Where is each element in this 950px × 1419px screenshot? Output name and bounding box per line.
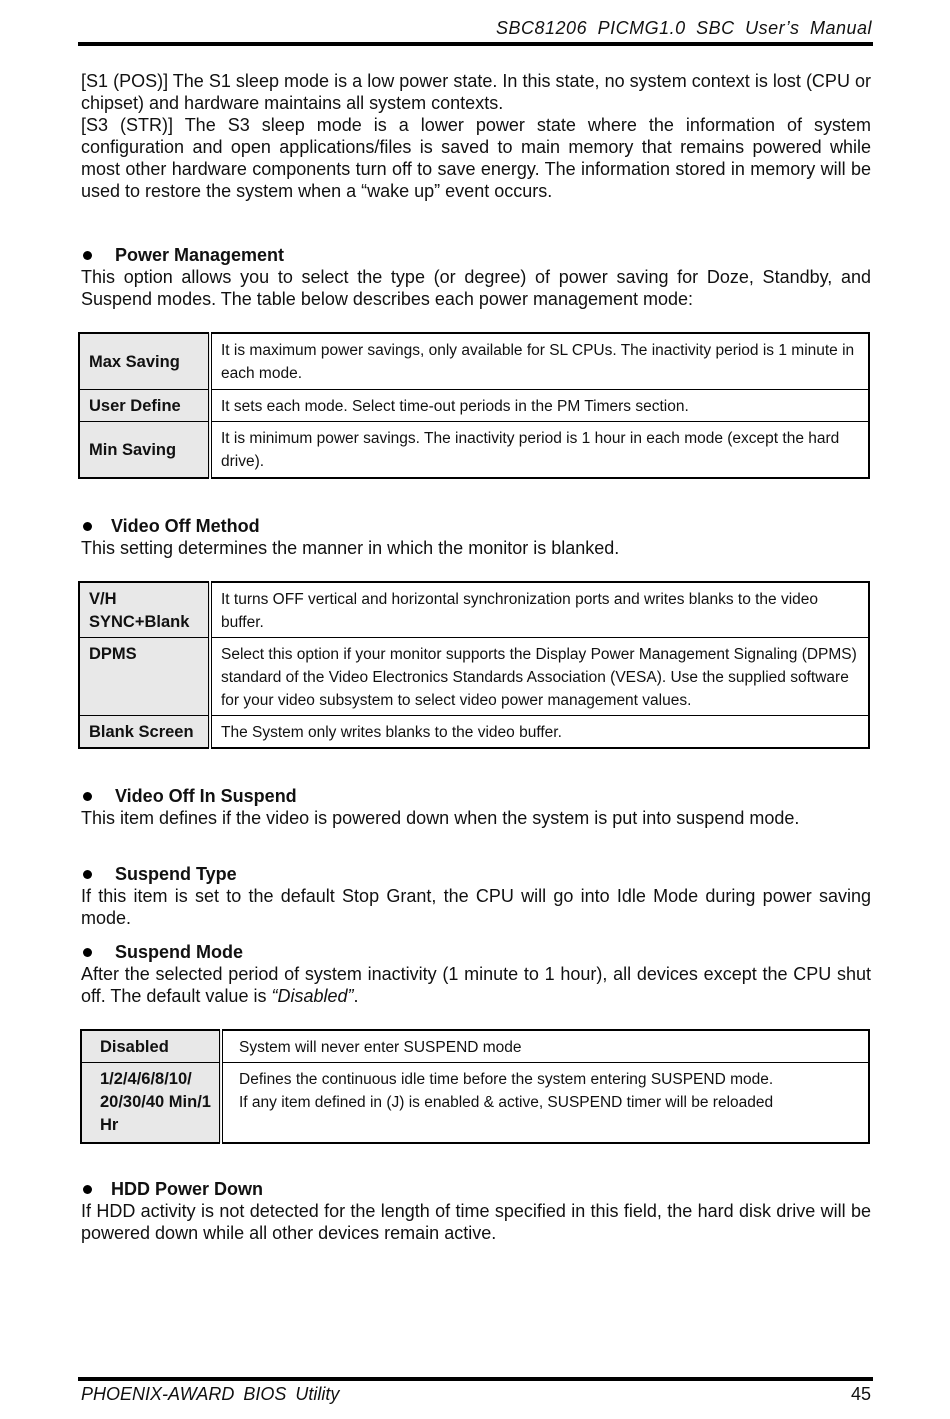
table-row <box>79 333 869 390</box>
power-management-text: This option allows you to select the type (or degree) of power saving for Doze, Standby, and Suspend modes. The table below describes each power management mode: <box>81 267 871 309</box>
table-key: V/H SYNC+Blank <box>79 582 210 638</box>
table-row <box>79 422 869 479</box>
bullet-icon <box>83 251 92 260</box>
table-key: 1/2/4/6/8/10/ 20/30/40 Min/1 Hr <box>81 1063 221 1144</box>
table-key: Blank Screen <box>79 716 210 749</box>
suspend-type-text: If this item is set to the default Stop Grant, the CPU will go into Idle Mode during power saving mode. <box>81 886 871 928</box>
s3-paragraph: [S3 (STR)] The S3 sleep mode is a lower power state where the information of system configuration and open applications/files is saved to main memory that remains powered while most other hardware components turn off to save energy. The information stored in memory will be used to restore the system when a “wake up” event occurs. <box>81 115 871 201</box>
running-header: SBC81206 PICMG1.0 SBC User’s Manual <box>496 18 872 38</box>
table-value: Select this option if your monitor supports the Display Power Management Signaling (DPMS) standard of the Video Electronics Standards Association (VESA). Use the supplied software for your video subsystem to select video power management values. <box>210 638 869 716</box>
running-footer: PHOENIX-AWARD BIOS Utility <box>81 1384 340 1404</box>
table-key: DPMS <box>79 638 210 716</box>
table-value: Defines the continuous idle time before the system entering SUSPEND mode. If any item defined in (J) is enabled & active, SUSPEND timer will be reloaded <box>221 1063 869 1144</box>
video-off-method-heading: Video Off Method <box>81 515 871 537</box>
table-row <box>79 390 869 422</box>
page-number: 45 <box>850 1384 871 1404</box>
table-value: It sets each mode. Select time-out periods in the PM Timers section. <box>210 390 869 422</box>
table-key: Min Saving <box>79 422 210 479</box>
table-row <box>79 638 869 716</box>
bullet-icon <box>83 522 92 531</box>
bullet-icon <box>83 1185 92 1194</box>
hdd-power-down-heading: HDD Power Down <box>81 1178 871 1200</box>
footer-rule <box>78 1377 873 1381</box>
video-off-method-table <box>78 581 870 749</box>
default-value: “Disabled” <box>271 986 354 1006</box>
table-value: It turns OFF vertical and horizontal synchronization ports and writes blanks to the video buffer. <box>210 582 869 638</box>
power-management-heading: Power Management <box>81 244 871 266</box>
header-rule <box>78 42 873 46</box>
table-value: It is maximum power savings, only available for SL CPUs. The inactivity period is 1 minute in each mode. <box>210 333 869 390</box>
hdd-power-down-text: If HDD activity is not detected for the length of time specified in this field, the hard disk drive will be powered down while all other devices remain active. <box>81 1201 871 1243</box>
table-row <box>81 1030 869 1063</box>
video-off-method-text: This setting determines the manner in which the monitor is blanked. <box>81 538 620 558</box>
table-row <box>81 1063 869 1144</box>
video-off-in-suspend-text: This item defines if the video is powered down when the system is put into suspend mode. <box>81 808 800 828</box>
suspend-mode-heading: Suspend Mode <box>81 941 871 963</box>
suspend-mode-table <box>80 1029 870 1144</box>
table-row <box>79 716 869 749</box>
power-management-table <box>78 332 870 479</box>
video-off-in-suspend-heading: Video Off In Suspend <box>81 785 871 807</box>
suspend-type-heading: Suspend Type <box>81 863 871 885</box>
table-key: Max Saving <box>79 333 210 390</box>
page-body <box>81 70 871 1244</box>
table-value: It is minimum power savings. The inactivity period is 1 hour in each mode (except the hard drive). <box>210 422 869 479</box>
table-key: User Define <box>79 390 210 422</box>
bullet-icon <box>83 948 92 957</box>
table-value: The System only writes blanks to the video buffer. <box>210 716 869 749</box>
bullet-icon <box>83 870 92 879</box>
bullet-icon <box>83 792 92 801</box>
s1-paragraph: [S1 (POS)] The S1 sleep mode is a low power state. In this state, no system context is lost (CPU or chipset) and hardware maintains all system contexts. <box>81 71 871 113</box>
suspend-mode-text: After the selected period of system inactivity (1 minute to 1 hour), all devices except the CPU shut off. The default value is “Disabled”. <box>81 964 871 1006</box>
table-row <box>79 582 869 638</box>
table-key: Disabled <box>81 1030 221 1063</box>
table-value: System will never enter SUSPEND mode <box>221 1030 869 1063</box>
